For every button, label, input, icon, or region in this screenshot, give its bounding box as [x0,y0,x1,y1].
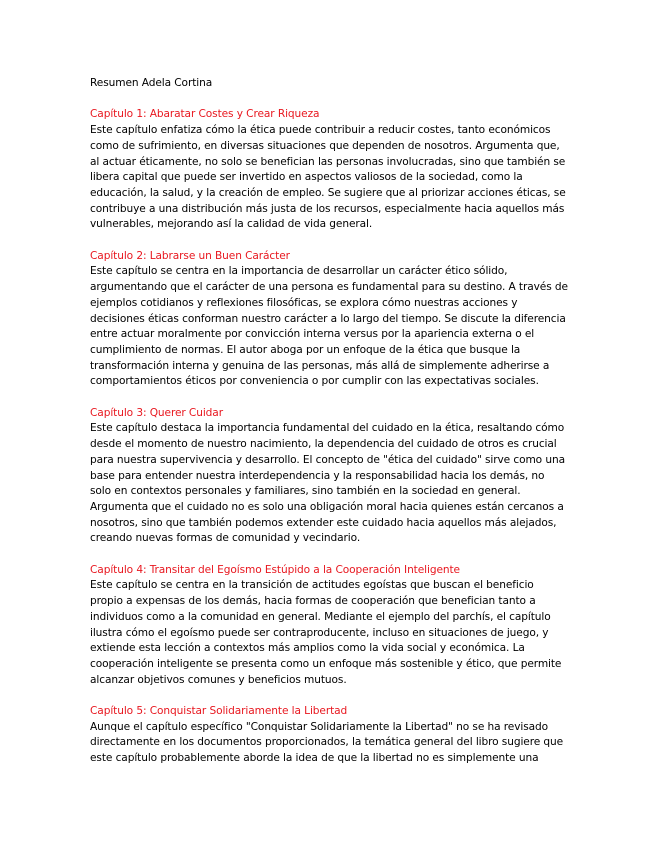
chapter-heading: Capítulo 4: Transitar del Egoísmo Estúpido a la Cooperación Inteligente [90,563,460,576]
chapter-section [90,107,568,233]
document-page [90,76,568,783]
chapter-heading: Capítulo 2: Labrarse un Buen Carácter [90,249,290,262]
chapter-body: Este capítulo enfatiza cómo la ética puede contribuir a reducir costes, tanto económicos como de sufrimiento, en diversas situaciones que dependen de nosotros. Argumenta que, al actuar éticamente, no solo se benefician las personas involucradas, sino que también se libera capital que puede ser invertido en aspectos valiosos de la sociedad, como la educación, la salud, y la creación de empleo. Se sugiere que al priorizar acciones éticas, se contribuye a una distribución más justa de los recursos, especialmente hacia aquellos más vulnerables, mejorando así la calidad de vida general. [90,124,566,231]
chapter-body: Este capítulo se centra en la importancia de desarrollar un carácter ético sólido, argumentando que el carácter de una persona es fundamental para su destino. A través de ejemplos cotidianos y reflexiones filosóficas, se explora cómo nuestras acciones y decisiones éticas conforman nuestro carácter a lo largo del tiempo. Se discute la diferencia entre actuar moralmente por convicción interna versus por la apariencia externa o el cumplimiento de normas. El autor aboga por un enfoque de la ética que busque la transformación interna y genuina de las personas, más allá de simplemente adherirse a comportamientos éticos por conveniencia o por cumplir con las expectativas sociales. [90,265,568,388]
chapter-heading: Capítulo 3: Querer Cuidar [90,406,223,419]
chapter-body: Aunque el capítulo específico "Conquistar Solidariamente la Libertad" no se ha revisado directamente en los documentos proporcionados, la temática general del libro sugiere que este capítulo probablemente aborde la idea de que la libertad no es simplemente una [90,720,564,765]
chapter-body: Este capítulo se centra en la transición de actitudes egoístas que buscan el beneficio propio a expensas de los demás, hacia formas de cooperación que benefician tanto a individuos como a la comunidad en general. Mediante el ejemplo del parchís, el capítulo ilustra cómo el egoísmo puede ser contraproducente, incluso en situaciones de juego, y extiende esta lección a contextos más amplios como la vida social y económica. La cooperación inteligente se presenta como un enfoque más sostenible y ético, que permite alcanzar objetivos comunes y beneficios mutuos. [90,579,562,686]
chapter-section [90,563,568,689]
document-title: Resumen Adela Cortina [90,77,213,89]
chapter-section [90,406,568,547]
chapter-heading: Capítulo 5: Conquistar Solidariamente la Libertad [90,705,348,718]
chapter-section [90,249,568,390]
chapter-heading: Capítulo 1: Abaratar Costes y Crear Riqueza [90,108,320,121]
chapter-body: Este capítulo destaca la importancia fundamental del cuidado en la ética, resaltando cómo desde el momento de nuestro nacimiento, la dependencia del cuidado de otros es crucial para nuestra supervivencia y desarrollo. El concepto de "ética del cuidado" sirve como una base para entender nuestra interdependencia y la responsabilidad hacia los demás, no solo en contextos personales y familiares, sino también en la sociedad en general. Argumenta que el cuidado no es solo una obligación moral hacia quienes están cercanos a nosotros, sino que también podemos extender este cuidado hacia aquellos más alejados, creando nuevas formas de comunidad y vecindario. [90,422,565,545]
chapter-section [90,704,568,767]
